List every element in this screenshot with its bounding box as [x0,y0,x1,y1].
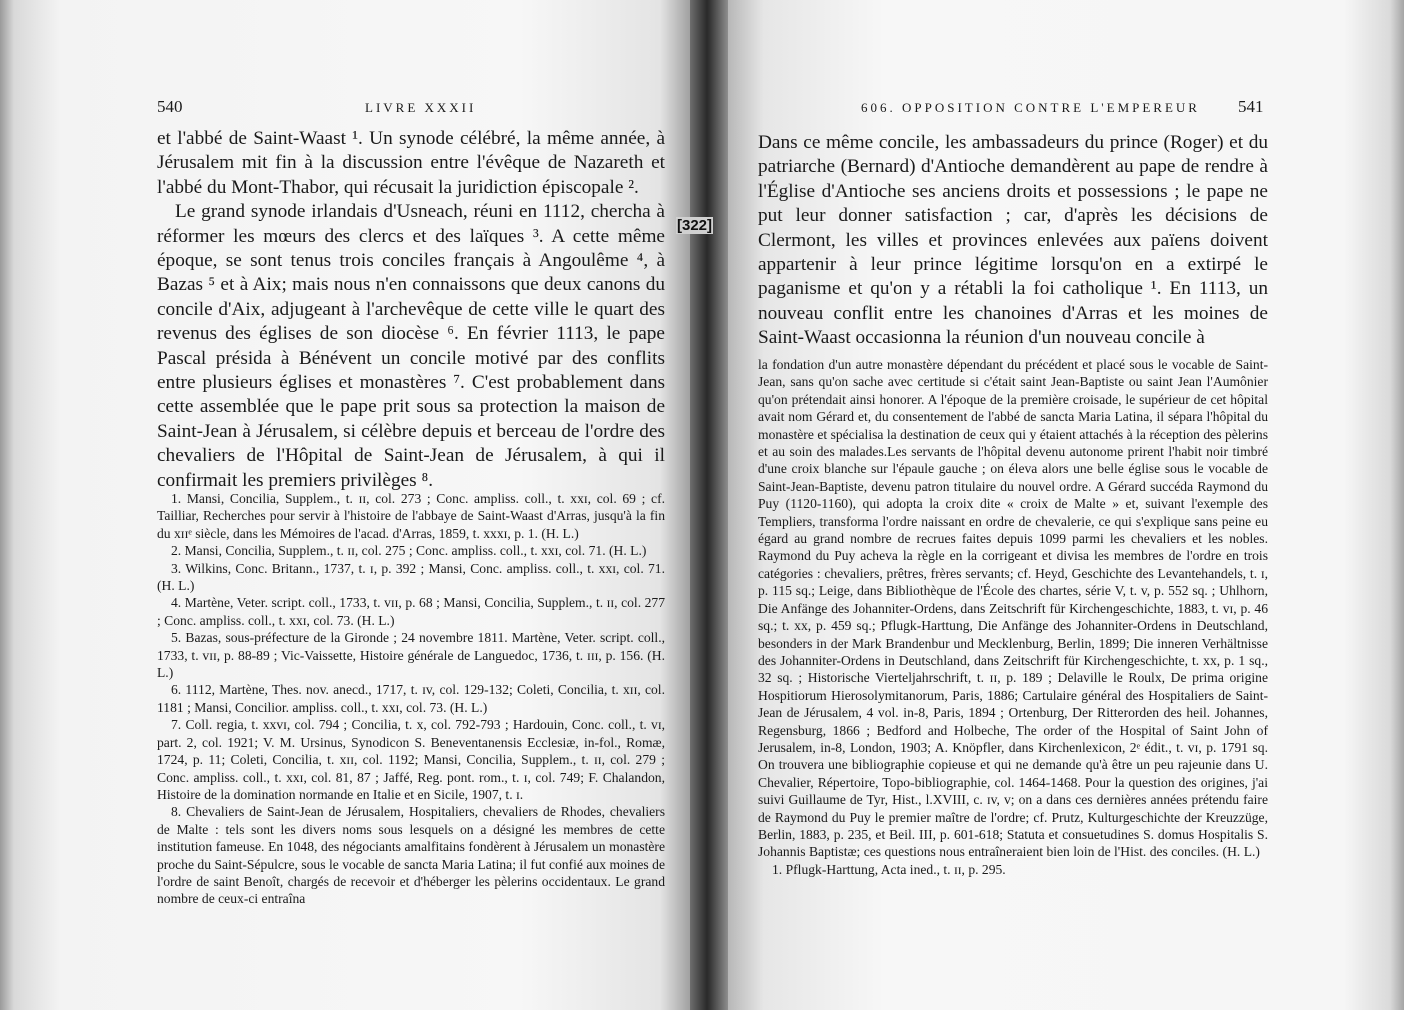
left-footnotes [157,490,665,908]
footnote: 1. Pflugk-Harttung, Acta ined., t. ɪɪ, p. 295. [772,861,1006,877]
footnote: 1. Mansi, Concilia, Supplem., t. ɪɪ, col. 273 ; Conc. ampliss. coll., t. xxɪ, col. 69 ; cf. Tailliar, Recherches pour servir à l'histoire de l'abbaye de Saint-Waast d'Arras, jusqu'à la fin du xɪɪᵉ siècle, dans les Mémoires de l'acad. d'Arras, 1859, t. xxxɪ, p. 1. (H. L.) [157,491,665,541]
book-gutter [690,0,728,1010]
left-paragraph: et l'abbé de Saint-Waast ¹. Un synode célébré, la même année, à Jérusalem mit fin à la discussion entre l'évêque de Nazareth et l'abbé du Mont-Thabor, qui récusait la juridiction épiscopale ². [157,128,665,198]
left-header [157,97,677,117]
right-running-head: 606. OPPOSITION CONTRE L'EMPEREUR [861,100,1200,115]
right-footnotes [758,356,1268,878]
footnote: 6. 1112, Martène, Thes. nov. anecd., 1717, t. ɪv, col. 129-132; Coleti, Concilia, t. xɪɪ, col. 1181 ; Mansi, Concilior. ampliss. coll., t. xxɪ, col. 73. (H. L.) [157,682,665,715]
right-body [758,131,1268,351]
left-body [157,127,665,493]
footnote: 8. Chevaliers de Saint-Jean de Jérusalem, Hospitaliers, chevaliers de Rhodes, chevaliers de Malte : tels sont les divers noms sous lesquels on a désigné les membres de cette institution fameuse. En 1048, des négociants amalfitains fondèrent à Jérusalem un monastère proche du Saint-Sépulcre, sous le vocable de sancta Maria Latina; il fut confié aux moines de l'ordre de saint Benoît, chargés de recevoir et d'héberger les pèlerins occidentaux. Le grand nombre de ceux-ci entraîna [157,804,665,907]
footnote-continuation: la fondation d'un autre monastère dépendant du précédent et placé sous le vocable de Saint-Jean, sans qu'on sache avec certitude si c'était saint Jean-Baptiste ou saint Jean l'Aumônier qu'on prétendait ainsi honorer. A l'époque de la première croisade, le supérieur de cet hôpital avait nom Gérard et, du consentement de l'abbé de sancta Maria Latina, il sépara l'hôpital du monastère et spécialisa la destination de ceux qui y étaient attachés à la réception des pèlerins et au soin des malades.Les servants de l'hôpital devenu autonome prirent l'habit noir timbré d'une croix blanche sur l'épaule gauche ; on éleva alors une belle église sous le vocable de Saint-Jean-Baptiste, devenu patron titulaire du nouvel ordre. A Gérard succéda Raymond du Puy (1120-1160), qui adopta la croix dite « croix de Malte » et, suivant l'exemple des Templiers, transforma l'ordre naissant en ordre de chevalerie, ce qui s'explique sans peine eu égard au grand nombre de recrues faites depuis 1099 parmi les chevaliers et les nobles. Raymond du Puy acheva la règle en la corrigeant et divisa les membres de l'ordre en trois catégories : chevaliers, prêtres, frères servants; cf. Heyd, Geschichte des Levantehandels, t. ɪ, p. 115 sq.; Leige, dans Bibliothèque de l'École des chartes, série V, t. v, p. 552 sq. ; Uhlhorn, Die Anfänge des Johanniter-Ordens, dans Zeitschrift für Kirchengeschichte, 1883, t. vɪ, p. 46 sq.; t. xx, p. 459 sq.; Pflugk-Harttung, Die Anfänge des Johanniter-Ordens in Deutschland, besonders in der Mark Brandenbur und Mecklenburg, Berlin, 1899; Die inneren Verhältnisse des Johanniter-Ordens in Deutschland, dans Zeitschrift für Kirchengeschichte, t. xx, p. 1 sq., 32 sq. ; Historische Vierteljahrschrift, t. ɪɪ, p. 189 ; Delaville le Roulx, De prima origine Hospitiorum Hierosolymitanorum, Paris, 1886; Cartulaire général des Hospitaliers de Saint-Jean de Jérusalem, 4 vol. in-8, Paris, 1894 ; Ortenburg, Der Ritterorden des heil. Johannes, Regensburg, 1866 ; Bedford and Holbeche, The order of the Hospital of Saint John of Jerusalem, in-8, London, 1903; A. Knöpfler, dans Kirchenlexicon, 2ᵉ édit., t. vɪ, p. 1791 sq. On trouvera une bibliographie copieuse et qui ne demande qu'à être un peu rajeunie dans U. Chevalier, Répertoire, Topo-bibliographie, col. 1464-1468. Pour la question des origines, j'ai suivi Guillaume de Tyr, Hist., l.XVIII, c. ɪv, v; on a dans ces dernières années prétendu faire de Raymond du Puy le premier maître de l'ordre; cf. Prutz, Kulturgeschichte der Kreuzzüge, Berlin, 1883, p. 235, et Beil. III, p. 601-618; Statuta et consuetudines S. domus Hospitalis S. Johannis Baptistæ; ces questions nous entraîneraient bien loin de l'Hist. des conciles. (H. L.) [758,357,1268,860]
margin-marker: [322] [677,217,713,234]
right-page [702,0,1404,1010]
left-running-head: LIVRE XXXII [365,100,477,115]
left-page-number: 540 [157,97,183,116]
footnote: 3. Wilkins, Conc. Britann., 1737, t. ɪ, p. 392 ; Mansi, Conc. ampliss. coll., t. xxɪ, col. 71. (H. L.) [157,560,665,594]
footnote: 7. Coll. regia, t. xxvɪ, col. 794 ; Concilia, t. x, col. 792-793 ; Hardouin, Conc. coll., t. vɪ, part. 2, col. 1921; V. M. Ursinus, Synodicon S. Beneventanensis Ecclesiæ, in-fol., Romæ, 1724, p. 11; Coleti, Concilia, t. xɪɪ, col. 1192; Mansi, Concilia, Supplem., t. ɪɪ, col. 279 ; Conc. ampliss. coll., t. xxɪ, col. 81, 87 ; Jaffé, Reg. pont. rom., t. ɪ, col. 749; F. Chalandon, Histoire de la domination normande en Italie et en Sicile, 1907, t. ɪ. [157,717,665,802]
footnote: 4. Martène, Veter. script. coll., 1733, t. vɪɪ, p. 68 ; Mansi, Concilia, Supplem., t. ɪɪ, col. 277 ; Conc. ampliss. coll., t. xxɪ, col. 73. (H. L.) [157,595,665,628]
left-paragraph: Le grand synode irlandais d'Usneach, réuni en 1112, chercha à réformer les mœurs des clercs et des laïques ³. A cette même époque, se sont tenus trois conciles français à Angoulême ⁴, à Bazas ⁵ et à Aix; mais nous n'en connaissons que deux canons du concile d'Aix, adjugeant à l'archevêque de cette ville le quart des revenus des églises de son diocèse ⁶. En février 1113, le pape Pascal présida à Bénévent un concile motivé par des conflits entre plusieurs églises et monastères ⁷. C'est probablement dans cette assemblée que le pape prit sous sa protection la maison de Saint-Jean à Jérusalem, si célèbre depuis et berceau de l'ordre des chevaliers de l'Hôpital de Saint-Jean de Jérusalem, à qui il confirmait les premiers privilèges ⁸. [157,201,665,491]
footnote: 5. Bazas, sous-préfecture de la Gironde ; 24 novembre 1811. Martène, Veter. script. coll., 1733, t. vɪɪ, p. 88-89 ; Vic-Vaissette, Histoire générale de Languedoc, 1736, t. ɪɪɪ, p. 156. (H. L.) [157,630,665,681]
right-page-number: 541 [1238,97,1264,116]
footnote: 2. Mansi, Concilia, Supplem., t. ɪɪ, col. 275 ; Conc. ampliss. coll., t. xxɪ, col. 71. (H. L.) [171,543,647,559]
right-paragraph: Dans ce même concile, les ambassadeurs du prince (Roger) et du patriarche (Bernard) d'Antioche demandèrent au pape de rendre à l'Église d'Antioche ses anciens droits et possessions ; le pape ne put leur donner satisfaction ; car, d'après les décisions de Clermont, les villes et provinces enlevées aux païens doivent appartenir à leur prince légitime lorsqu'on en a extirpé le paganisme et qu'on y a rétabli la foi catholique ¹. En 1113, un nouveau conflit entre les chanoines d'Arras et les moines de Saint-Waast occasionna la réunion d'un nouveau concile à [758,132,1268,349]
